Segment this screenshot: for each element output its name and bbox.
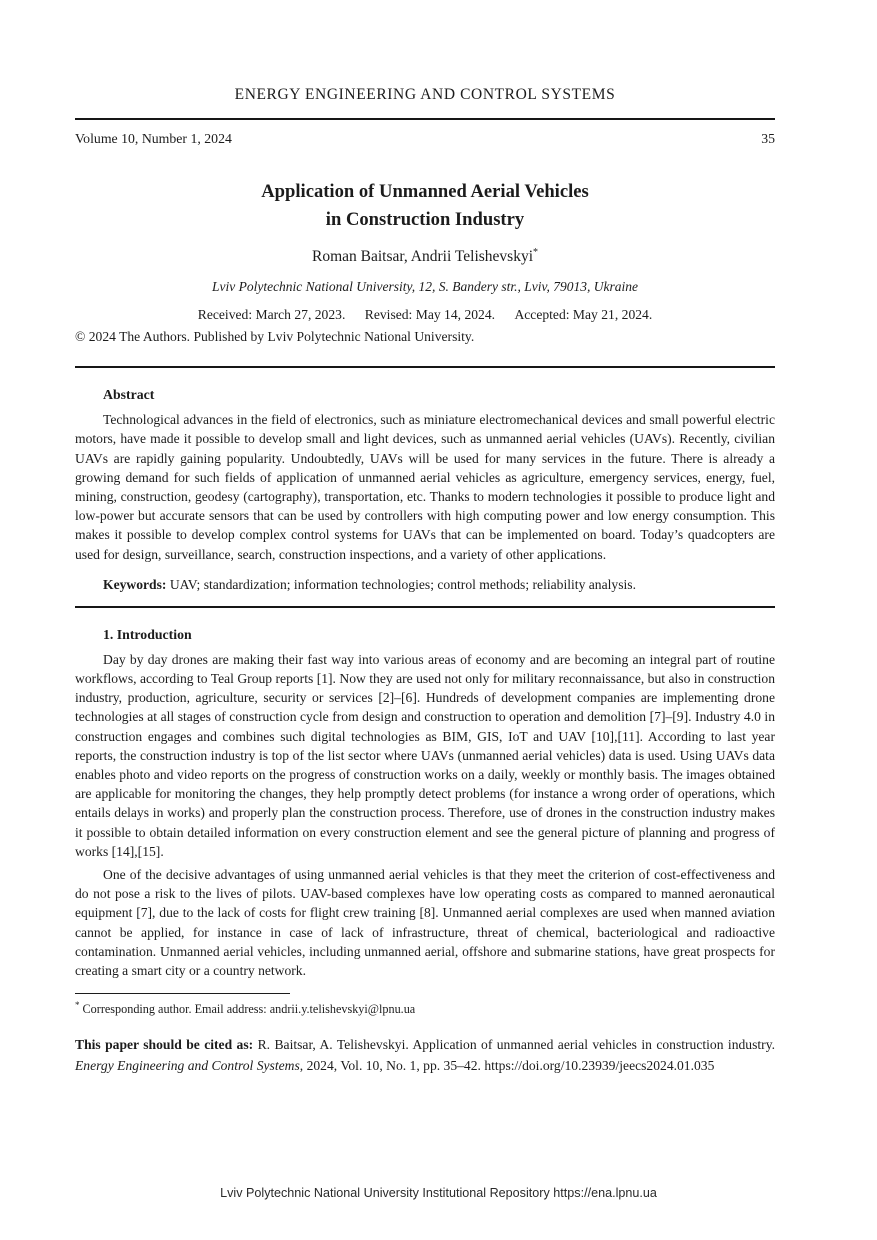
abstract-heading: Abstract xyxy=(103,387,155,403)
page-number: 35 xyxy=(761,131,775,146)
citation-lead: This paper should be cited as: xyxy=(75,1037,254,1053)
abstract-top-rule xyxy=(75,366,775,368)
authors-line xyxy=(75,247,775,266)
accepted-date: Accepted: May 21, 2024. xyxy=(514,307,653,323)
paper-title-line2: in Construction Industry xyxy=(325,209,525,230)
keywords-text: UAV; standardization; information technologies; control methods; reliability analysis. xyxy=(169,576,636,592)
footnote-separator-rule xyxy=(75,993,290,994)
abstract-bottom-rule xyxy=(75,606,775,608)
received-date: Received: March 27, 2023. xyxy=(197,307,346,323)
volume-line: Volume 10, Number 1, 2024 xyxy=(75,131,232,146)
corresponding-author-footnote xyxy=(75,1000,775,1017)
footnote-text: Corresponding author. Email address: andrii.y.telishevskyi@lpnu.ua xyxy=(82,1002,416,1017)
journal-header-title: ENERGY ENGINEERING AND CONTROL SYSTEMS xyxy=(234,86,616,103)
section-heading-introduction: 1. Introduction xyxy=(103,626,192,642)
footnote-asterisk: * xyxy=(75,1000,80,1011)
citation-journal-name: Energy Engineering and Control Systems xyxy=(75,1058,300,1074)
citation-text-after-journal: , 2024, Vol. 10, No. 1, pp. 35–42. https://doi.org/10.23939/jeecs2024.01.035 xyxy=(299,1058,715,1074)
citation-text-before-journal: R. Baitsar, A. Telishevskyi. Application of unmanned aerial vehicles in construction industry. xyxy=(257,1037,776,1053)
author-names: Roman Baitsar, Andrii Telishevskyi xyxy=(311,248,534,266)
keywords-line xyxy=(75,577,775,593)
citation-note xyxy=(75,1034,775,1076)
keywords-label: Keywords: xyxy=(103,576,167,592)
affiliation-line: Lviv Polytechnic National University, 12, S. Bandery str., Lviv, 79013, Ukraine xyxy=(211,279,639,295)
introduction-paragraph-1: Day by day drones are making their fast way into various areas of economy and are becoming an integral part of routine workflows, according to Teal Group reports [1]. Now they are used not only for military reconnaissance, but also in construction industry, production, agriculture, security or services [2]–[6]. Hundreds of development companies are implementing drone technologies at all stages of construction cycle from design and construction to operation and demolition [7]–[9]. Industry 4.0 in construction engages and combines such digital technologies as BIM, GIS, IoT and UAV [10],[11]. According to last year reports, the construction industry is top of the list sector where UAVs (unmanned aerial vehicles) data is used. Using UAVs data enables photo and video reports on the progress of construction works on a daily, weekly or monthly basis. The images obtained are applicable for monitoring the changes, they help promptly detect problems (for instance a wrong order of operations, which entails delays in works) and properly plan the construction process. Therefore, use of drones in the construction industry makes it possible to obtain detailed information on every construction element and see the general picture of planning and progress of works [14],[15]. xyxy=(75,651,775,859)
repository-footer: Lviv Polytechnic National University Institutional Repository https://ena.lpnu.ua xyxy=(220,1186,657,1200)
revised-date: Revised: May 14, 2024. xyxy=(364,307,496,323)
copyright-line: © 2024 The Authors. Published by Lviv Polytechnic National University. xyxy=(75,329,475,345)
introduction-paragraph-2: One of the decisive advantages of using unmanned aerial vehicles is that they meet the criterion of cost-effectiveness and do not pose a risk to the lives of pilots. UAV-based complexes have low operating costs as compared to manned aeronautical equipment [7], due to the lack of costs for flight crew training [8]. Unmanned aerial complexes are used when manned aviation cannot be applied, for instance in case of lack of infrastructure, threat of chemical, bacteriological and radioactive contamination. Unmanned aerial vehicles, including unmanned aerial, offshore and submarine stations, have great prospects for creating a smart city or a country network. xyxy=(75,867,775,979)
volume-row xyxy=(75,131,775,147)
paper-title xyxy=(75,178,775,234)
header-rule xyxy=(75,118,775,120)
paper-title-line1: Application of Unmanned Aerial Vehicles xyxy=(261,181,589,202)
abstract-text: Technological advances in the field of electronics, such as miniature electromechanical devices and small powerful electric motors, have made it possible to develop small and light devices, such as unmanned aerial vehicles (UAVs). Recently, civilian UAVs are rapidly gaining popularity. Undoubtedly, UAVs will be used for many services in the future. There is already a growing demand for such fields of application of unmanned aerial vehicles as agriculture, emergency services, energy, fuel, mining, construction, geodesy (cartography), transportation, etc. Thanks to modern technologies it possible to produce light and low-power but accurate sensors that can be used by controllers with high computing power and low energy consumption. This makes it possible to develop complex control systems for UAVs that can be implemented on board. Today’s quadcopters are used for design, surveillance, search, construction inspections, and a variety of other applications. xyxy=(75,412,775,562)
corresponding-author-asterisk: * xyxy=(533,247,539,258)
dates-line xyxy=(75,307,775,323)
